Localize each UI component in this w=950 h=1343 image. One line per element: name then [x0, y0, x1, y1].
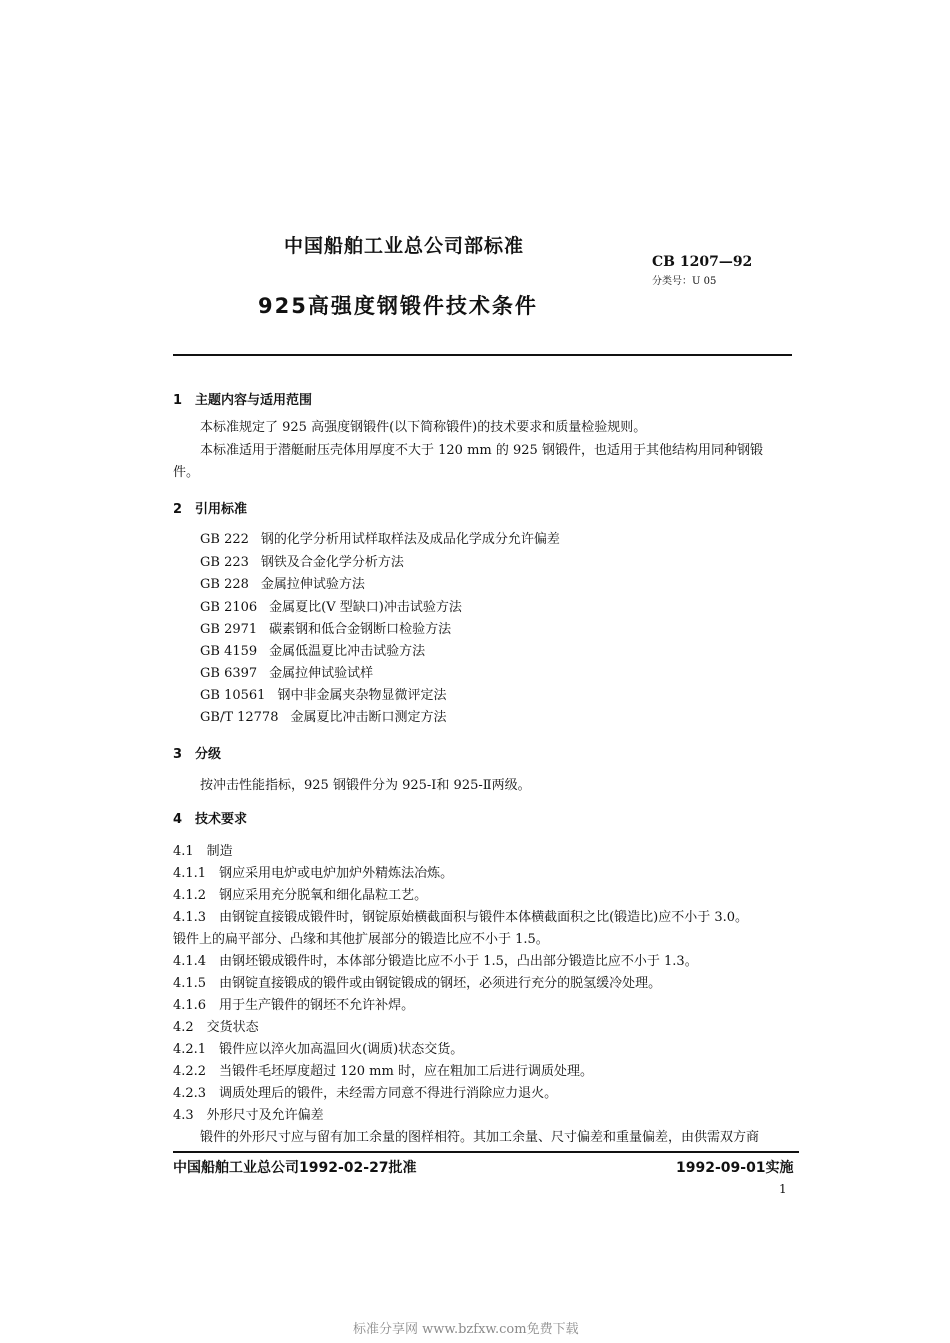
reference-item	[200, 528, 560, 547]
clause-4-1-2: 4.1.2 钢应采用充分脱氧和细化晶粒工艺。	[173, 888, 428, 903]
reference-title: 碳素钢和低合金钢断口检验方法	[269, 622, 452, 637]
reference-code: GB 2971	[200, 622, 258, 637]
section-1-heading: 1 主题内容与适用范围	[173, 393, 313, 408]
reference-code: GB 10561	[200, 688, 266, 703]
reference-title: 金属拉伸试验方法	[260, 577, 365, 592]
clause-4-2-3: 4.2.3 调质处理后的锻件，未经需方同意不得进行消除应力退火。	[173, 1086, 558, 1101]
page-number: 1	[779, 1182, 787, 1196]
reference-item	[200, 618, 451, 637]
section-1-paragraph-1: 本标准规定了 925 高强度钢锻件(以下简称锻件)的技术要求和质量检验规则。	[200, 420, 647, 435]
reference-item	[200, 596, 462, 615]
reference-title: 钢铁及合金化学分析方法	[260, 555, 404, 570]
reference-code: GB 223	[200, 555, 249, 570]
reference-code: GB 222	[200, 532, 249, 547]
effective-date: 1992-09-01实施	[676, 1160, 794, 1176]
clause-4-1-1: 4.1.1 钢应采用电炉或电炉加炉外精炼法冶炼。	[173, 866, 454, 881]
header-divider	[173, 354, 792, 356]
clause-4-3: 4.3 外形尺寸及允许偏差	[173, 1108, 324, 1123]
section-2-heading: 2 引用标准	[173, 502, 248, 517]
reference-item	[200, 551, 404, 570]
classification-number: 分类号：U 05	[652, 276, 717, 287]
reference-item	[200, 573, 365, 592]
watermark-text: 标准分享网 www.bzfxw.com免费下载	[353, 1322, 579, 1337]
reference-item	[200, 662, 373, 681]
clause-4-1-4: 4.1.4 由钢坯锻成锻件时，本体部分锻造比应不小于 1.5，凸出部分锻造比应不小于 1.3。	[173, 954, 698, 969]
clause-4-1-3-cont: 锻件上的扁平部分、凸缘和其他扩展部分的锻造比应不小于 1.5。	[173, 932, 549, 947]
clause-4-1-5: 4.1.5 由钢锭直接锻成的锻件或由钢锭锻成的钢坯，必须进行充分的脱氢缓冷处理。	[173, 976, 662, 991]
reference-title: 金属夏比冲击断口测定方法	[290, 710, 447, 725]
section-3-paragraph: 按冲击性能指标，925 钢锻件分为 925-Ⅰ和 925-Ⅱ两级。	[200, 778, 531, 793]
reference-item	[200, 706, 447, 725]
standard-code: CB 1207—92	[652, 254, 753, 270]
reference-title: 金属夏比(V 型缺口)冲击试验方法	[269, 600, 462, 615]
clause-4-1: 4.1 制造	[173, 844, 233, 859]
reference-title: 钢中非金属夹杂物显微评定法	[277, 688, 447, 703]
footer-divider	[173, 1151, 799, 1153]
reference-title: 金属低温夏比冲击试验方法	[269, 644, 426, 659]
approval-line: 中国船舶工业总公司1992-02-27批准	[173, 1160, 417, 1176]
section-4-heading: 4 技术要求	[173, 812, 248, 827]
document-title: 925高强度钢锻件技术条件	[258, 294, 538, 318]
clause-4-2: 4.2 交货状态	[173, 1020, 259, 1035]
org-title: 中国船舶工业总公司部标准	[284, 235, 525, 257]
reference-code: GB 6397	[200, 666, 258, 681]
clause-4-2-1: 4.2.1 锻件应以淬火加高温回火(调质)状态交货。	[173, 1042, 464, 1057]
clause-4-2-2: 4.2.2 当锻件毛坯厚度超过 120 mm 时，应在粗加工后进行调质处理。	[173, 1064, 593, 1079]
reference-code: GB 4159	[200, 644, 258, 659]
reference-title: 金属拉伸试验试样	[269, 666, 374, 681]
section-3-heading: 3 分级	[173, 747, 222, 762]
reference-code: GB 228	[200, 577, 249, 592]
clause-4-1-6: 4.1.6 用于生产锻件的钢坯不允许补焊。	[173, 998, 415, 1013]
clause-4-3-text: 锻件的外形尺寸应与留有加工余量的图样相符。其加工余量、尺寸偏差和重量偏差，由供需双方商	[200, 1130, 760, 1145]
reference-code: GB/T 12778	[200, 710, 279, 725]
reference-code: GB 2106	[200, 600, 258, 615]
reference-title: 钢的化学分析用试样取样法及成品化学成分允许偏差	[260, 532, 560, 547]
clause-4-1-3: 4.1.3 由钢锭直接锻成锻件时，钢锭原始横截面积与锻件本体横截面积之比(锻造比)应不小于 3.0。	[173, 910, 749, 925]
section-1-paragraph-2: 本标准适用于潜艇耐压壳体用厚度不大于 120 mm 的 925 钢锻件，也适用于其他结构用同种钢锻	[200, 443, 763, 458]
reference-item	[200, 684, 446, 703]
reference-item	[200, 640, 425, 659]
section-1-paragraph-2-cont: 件。	[173, 465, 200, 480]
